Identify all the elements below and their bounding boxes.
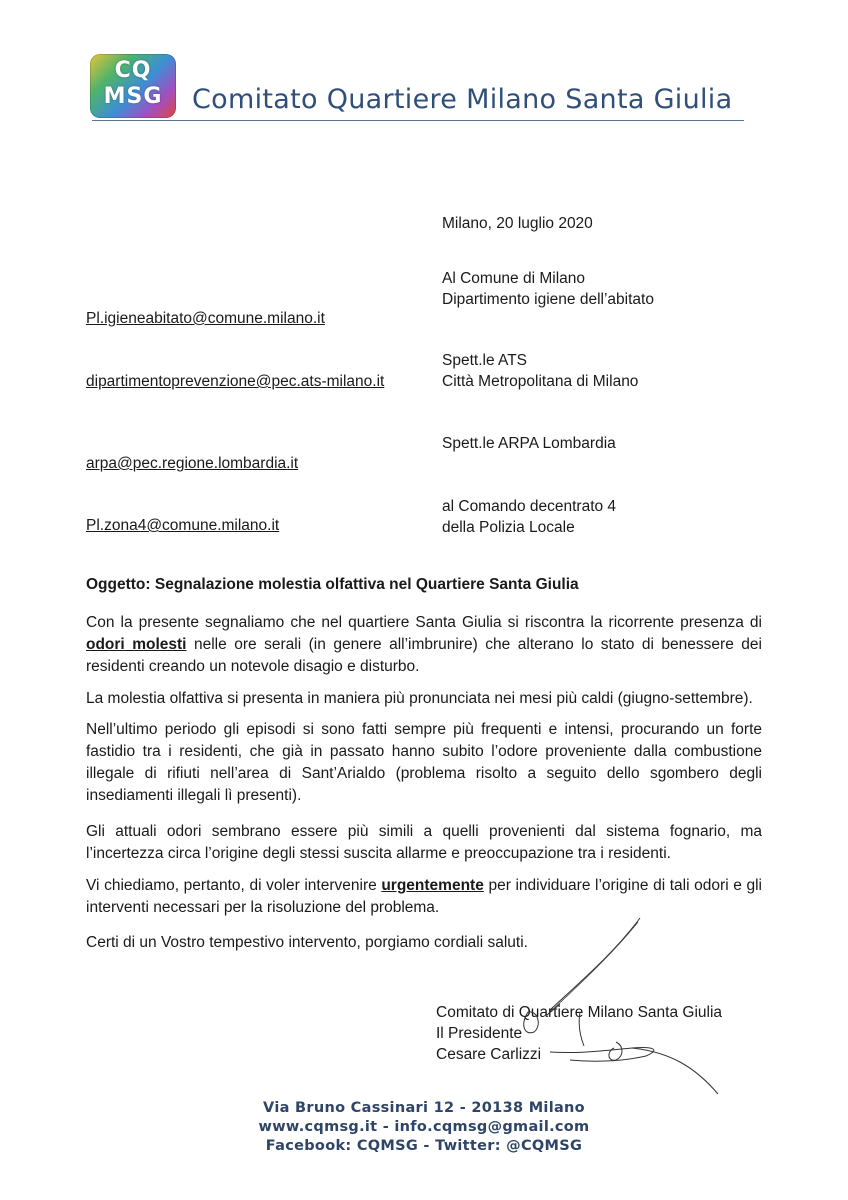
paragraph-1-text-c: nelle ore serali (in genere all’imbrunire) che alterano lo stato di benessere dei residenti creando un notevole disagio e disturbo. [86, 636, 762, 675]
footer-social[interactable]: Facebook: CQMSG - Twitter: @CQMSG [265, 1138, 583, 1154]
body-paragraph-1 [86, 612, 762, 678]
body-paragraph-4: Gli attuali odori sembrano essere più simili a quelli provenienti dal sistema fognario, ma l’incertezza circa l’origine degli stessi suscita allarme e preoccupazione tra i residenti. [86, 823, 762, 862]
recipient-1-line1: Al Comune di Milano [442, 270, 586, 287]
recipient-3-email[interactable]: arpa@pec.regione.lombardia.it [86, 455, 299, 472]
logo-text-msg: MSG [103, 84, 163, 109]
recipient-2-line2: Città Metropolitana di Milano [442, 373, 639, 390]
header-divider [92, 120, 744, 121]
recipient-3-line1: Spett.le ARPA Lombardia [442, 435, 616, 452]
date-line: Milano, 20 luglio 2020 [442, 215, 593, 232]
paragraph-1-text-a: Con la presente segnaliamo che nel quartiere Santa Giulia si riscontra la ricorrente presenza di [86, 614, 762, 631]
handwritten-signature [520, 912, 750, 1102]
signoff-organization: Comitato di Quartiere Milano Santa Giulia [436, 1004, 723, 1021]
logo-text-cq: CQ [114, 58, 152, 83]
recipient-1-line2: Dipartimento igiene dell’abitato [442, 291, 654, 308]
body-paragraph-6: Certi di un Vostro tempestivo intervento, porgiamo cordiali saluti. [86, 934, 528, 951]
paragraph-1-emphasis: odori molesti [86, 636, 187, 653]
footer-address: Via Bruno Cassinari 12 - 20138 Milano [263, 1100, 585, 1116]
paragraph-5-emphasis: urgentemente [381, 877, 484, 894]
body-paragraph-3: Nell’ultimo periodo gli episodi si sono fatti sempre più frequenti e intensi, procurando un forte fastidio tra i residenti, che già in passato hanno subito l’odore proveniente dalla combustione illegale di rifiuti nell’area di Sant’Arialdo (problema risolto a seguito dello sgombero degli insediamenti illegali lì presenti). [86, 721, 762, 804]
footer-web-email[interactable]: www.cqmsg.it - info.cqmsg@gmail.com [258, 1119, 590, 1135]
recipient-2-line1: Spett.le ATS [442, 352, 528, 369]
paragraph-5-text-c: per individuare l’origine di tali odori e gli interventi necessari per la risoluzione del problema. [86, 877, 762, 916]
recipient-4-email[interactable]: Pl.zona4@comune.milano.it [86, 517, 280, 534]
recipient-1-email[interactable]: Pl.igieneabitato@comune.milano.it [86, 310, 325, 327]
organization-title: Comitato Quartiere Milano Santa Giulia [192, 84, 733, 115]
signoff-name: Cesare Carlizzi [436, 1046, 542, 1063]
recipient-2-email[interactable]: dipartimentoprevenzione@pec.ats-milano.it [86, 373, 385, 390]
logo [90, 54, 176, 118]
paragraph-5-text-a: Vi chiediamo, pertanto, di voler intervenire [86, 877, 382, 894]
recipient-4-line2: della Polizia Locale [442, 519, 575, 536]
body-paragraph-2: La molestia olfattiva si presenta in maniera più pronunciata nei mesi più caldi (giugno-settembre). [86, 690, 753, 707]
signoff-role: Il Presidente [436, 1025, 523, 1042]
recipient-4-line1: al Comando decentrato 4 [442, 498, 617, 515]
subject-line: Oggetto: Segnalazione molestia olfattiva nel Quartiere Santa Giulia [86, 576, 579, 593]
